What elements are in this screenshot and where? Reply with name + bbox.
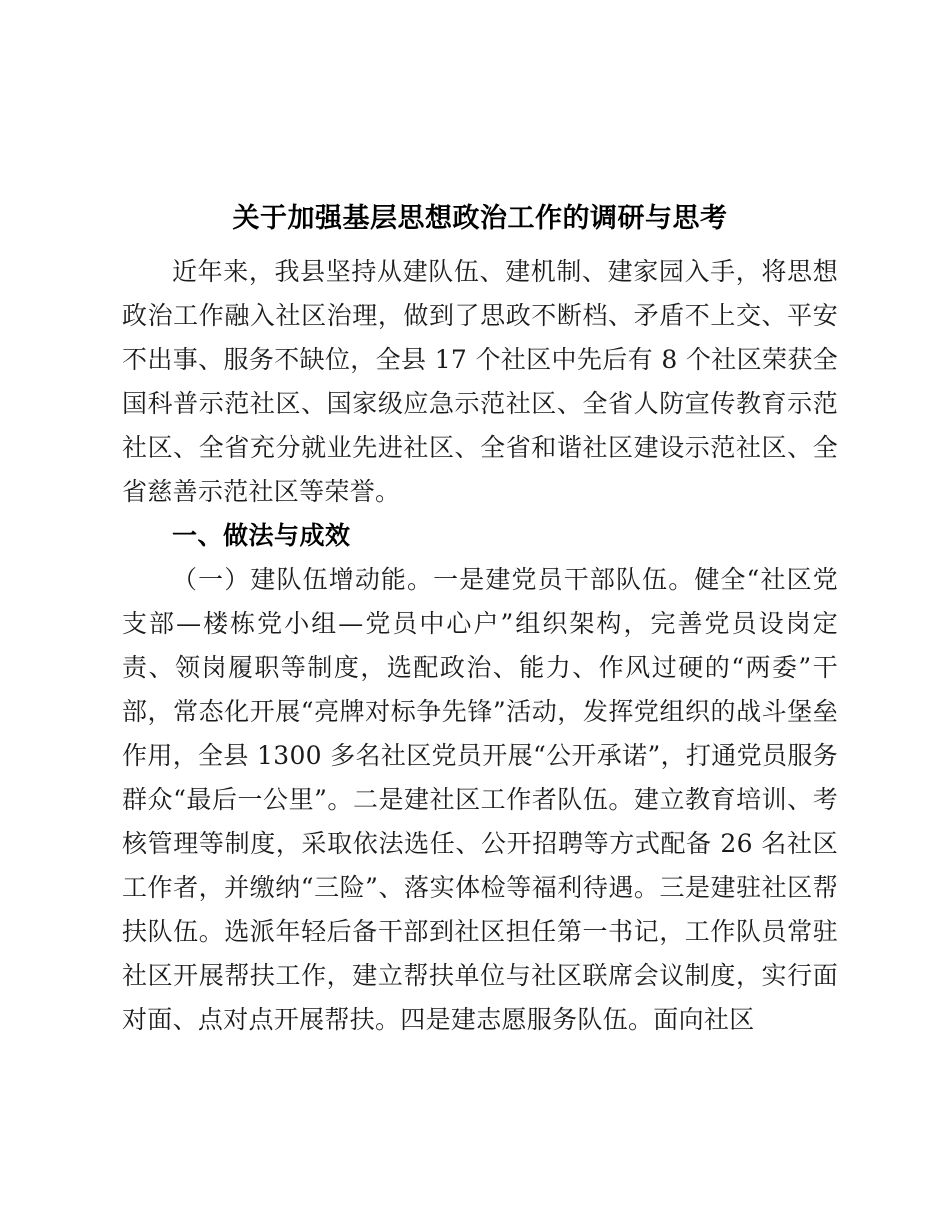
intro-paragraph: 近年来，我县坚持从建队伍、建机制、建家园入手，将思想政治工作融入社区治理，做到了思政不断档、矛盾不上交、平安不出事、服务不缺位，全县 17 个社区中先后有 8 个社区荣获全国科普示范社区、国家级应急示范社区、全省人防宣传教育示范社区、全省充分就业先进社区、全省和谐社区建设示范社区、全省慈善示范社区等荣誉。	[122, 257, 838, 506]
page-title: 关于加强基层思想政治工作的调研与思考	[232, 203, 728, 233]
section-heading-one: 一、做法与成效	[172, 521, 351, 550]
subsection-one-paragraph: （一）建队伍增动能。一是建党员干部队伍。健全“社区党支部—楼栋党小组—党员中心户”组织架构，完善党员设岗定责、领岗履职等制度，选配政治、能力、作风过硬的“两委”干部，常态化开展“亮牌对标争先锋”活动，发挥党组织的战斗堡垒作用，全县 1300 多名社区党员开展“公开承诺”，打通党员服务群众“最后一公里”。二是建社区工作者队伍。建立教育培训、考核管理等制度，采取依法选任、公开招聘等方式配备 26 名社区工作者，并缴纳“三险”、落实体检等福利待遇。三是建驻社区帮扶队伍。选派年轻后备干部到社区担任第一书记，工作队员常驻社区开展帮扶工作，建立帮扶单位与社区联席会议制度，实行面对面、点对点开展帮扶。四是建志愿服务队伍。面向社区	[122, 565, 838, 1034]
document-content	[122, 196, 838, 1042]
